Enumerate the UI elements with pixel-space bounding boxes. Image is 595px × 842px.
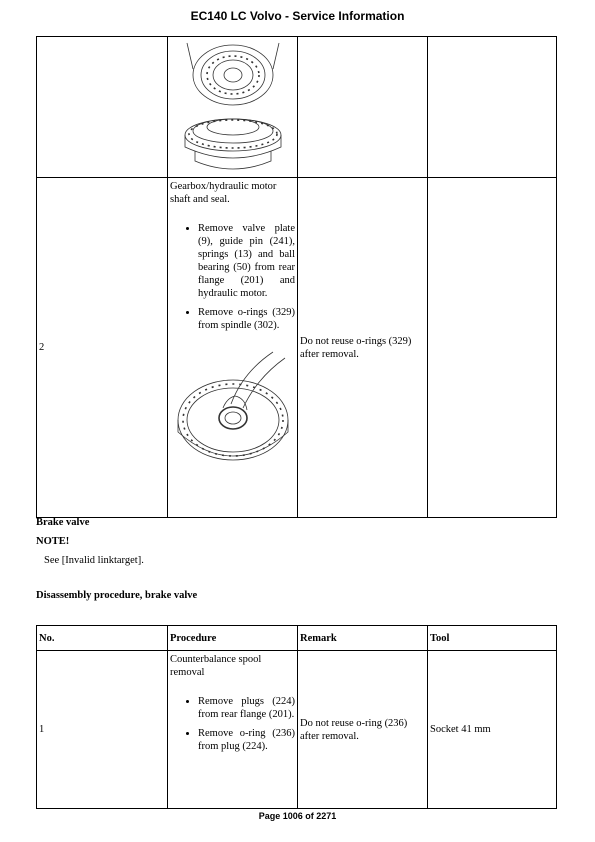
table-row xyxy=(37,651,557,809)
table-row xyxy=(37,178,557,518)
section-title: Brake valve xyxy=(36,517,90,528)
brake-valve-procedure-table xyxy=(36,625,557,809)
table-header-row xyxy=(37,626,557,651)
no-cell: 1 xyxy=(37,651,168,809)
tool-cell xyxy=(428,37,557,178)
procedure-table-continued xyxy=(36,36,557,518)
gearbox-illustration xyxy=(173,39,293,175)
procedure-cell xyxy=(168,651,298,809)
note-label: NOTE! xyxy=(36,536,70,547)
procedure-cell xyxy=(168,178,298,518)
spindle-illustration xyxy=(173,348,293,474)
list-item: • Remove valve plate (9), guide pin (241), springs (13) and ball bearing (50) from rear flange (201) and hydraulic motor. xyxy=(198,222,295,300)
list-item: • Remove o-rings (329) from spindle (302). xyxy=(198,306,295,332)
procedure-intro: Gearbox/hydraulic motor shaft and seal. xyxy=(170,181,277,205)
procedure-intro: Counterbalance spool removal xyxy=(170,654,262,678)
procedure-steps xyxy=(170,695,295,753)
remark-cell: Do not reuse o-rings (329) after removal. xyxy=(298,178,428,518)
table-row xyxy=(37,37,557,178)
note-text: See [Invalid linktarget]. xyxy=(44,555,144,566)
tool-cell: Socket 41 mm xyxy=(428,651,557,809)
illustration-cell xyxy=(168,37,298,178)
list-item: • Remove o-ring (236) from plug (224). xyxy=(198,727,295,753)
remark-cell: Do not reuse o-ring (236) after removal. xyxy=(298,651,428,809)
tool-cell xyxy=(428,178,557,518)
column-header-procedure: Procedure xyxy=(168,626,298,651)
column-header-remark: Remark xyxy=(298,626,428,651)
procedure-steps xyxy=(170,222,295,332)
column-header-no: No. xyxy=(37,626,168,651)
no-cell: 2 xyxy=(37,178,168,518)
page-number: Page 1006 of 2271 xyxy=(258,811,337,821)
no-cell xyxy=(37,37,168,178)
column-header-tool: Tool xyxy=(428,626,557,651)
page-title: EC140 LC Volvo - Service Information xyxy=(190,9,405,23)
procedure-heading: Disassembly procedure, brake valve xyxy=(36,590,198,601)
remark-cell xyxy=(298,37,428,178)
list-item: • Remove plugs (224) from rear flange (201). xyxy=(198,695,295,721)
